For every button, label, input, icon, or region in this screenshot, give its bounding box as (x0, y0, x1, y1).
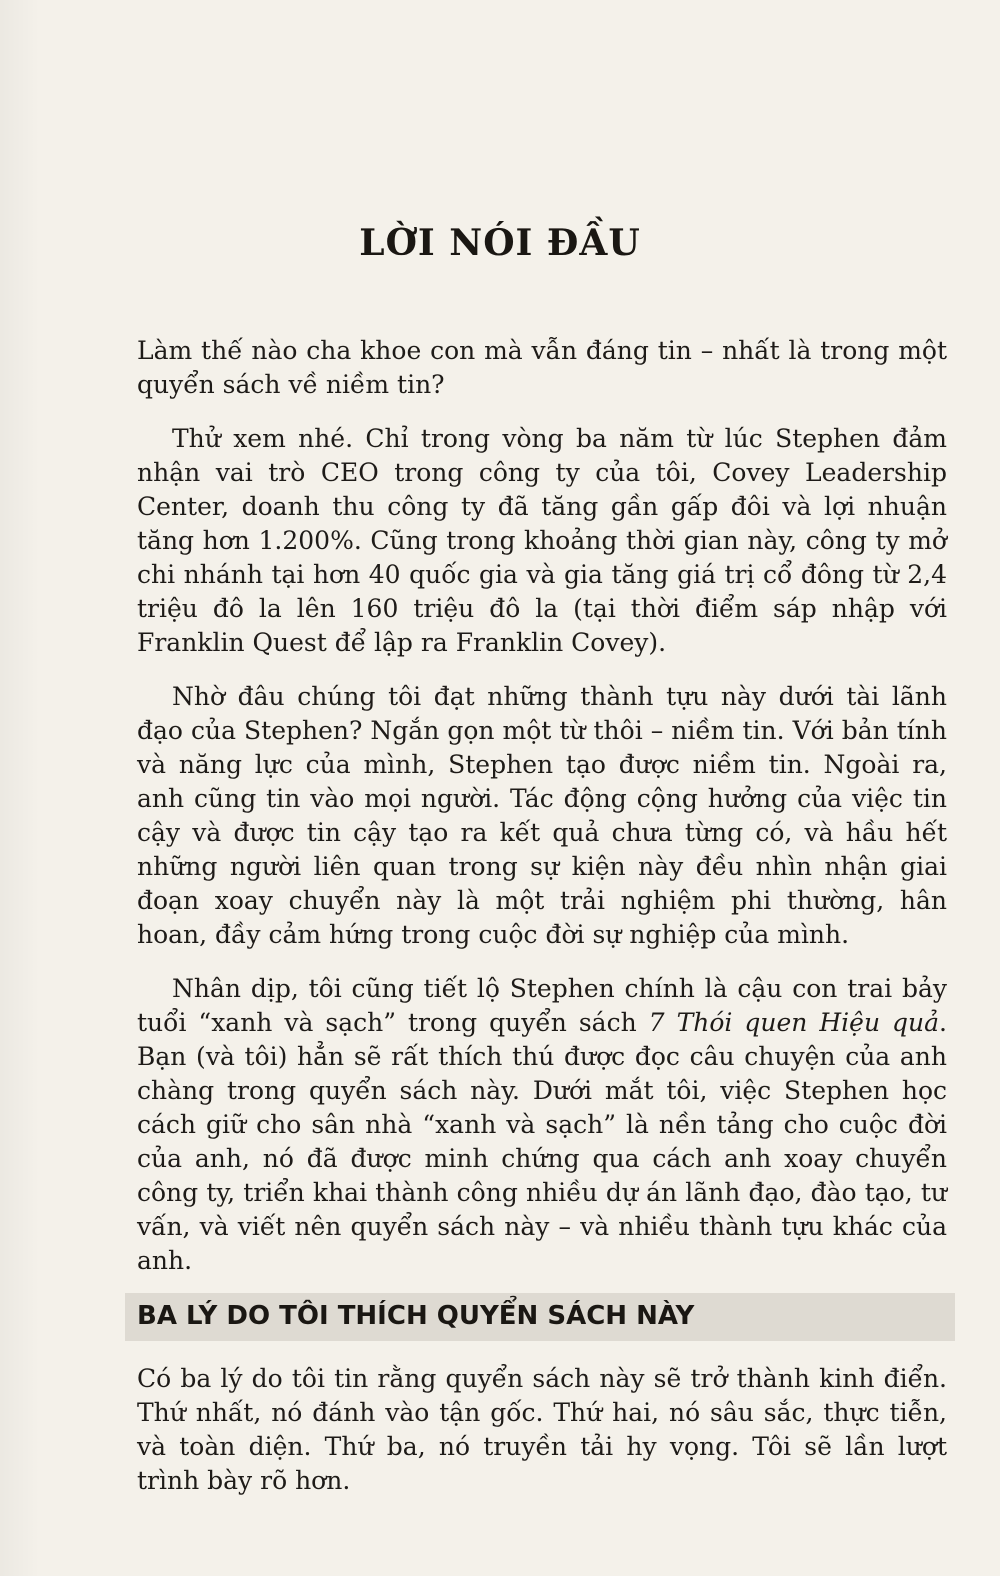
paragraph-3: Nhờ đâu chúng tôi đạt những thành tựu này dưới tài lãnh đạo của Stephen? Ngắn gọn một từ thôi – niềm tin. Với bản tính và năng lực của mình, Stephen tạo được niềm tin. Ngoài ra, anh cũng tin vào mọi người. Tác động cộng hưởng của việc tin cậy và được tin cậy tạo ra kết quả chưa từng có, và hầu hết những người liên quan trong sự kiện này đều nhìn nhận giai đoạn xoay chuyển này là một trải nghiệm phi thường, hân hoan, đầy cảm hứng trong cuộc đời sự nghiệp của mình. (137, 682, 947, 949)
section-heading: BA LÝ DO TÔI THÍCH QUYỂN SÁCH NÀY (137, 1301, 695, 1331)
page-title: LỜI NÓI ĐẦU (359, 222, 641, 264)
paragraph-4-text-before: Nhân dịp, tôi cũng tiết lộ Stephen chính là cậu con trai bảy tuổi “xanh và sạch” trong quyển sách (137, 974, 947, 1037)
section-paragraph: Có ba lý do tôi tin rằng quyển sách này sẽ trở thành kinh điển. Thứ nhất, nó đánh vào tận gốc. Thứ hai, nó sâu sắc, thực tiễn, và toàn diện. Thứ ba, nó truyền tải hy vọng. Tôi sẽ lần lượt trình bày rõ hơn. (137, 1364, 947, 1495)
paragraph-4-text-after: . Bạn (và tôi) hẳn sẽ rất thích thú được đọc câu chuyện của anh chàng trong quyển sách này. Dưới mắt tôi, việc Stephen học cách giữ cho sân nhà “xanh và sạch” là nền tảng cho cuộc đời của anh, nó đã được minh chứng qua cách anh xoay chuyển công ty, triển khai thành công nhiều dự án lãnh đạo, đào tạo, tư vấn, và viết nên quyển sách này – và nhiều thành tựu khác của anh. (137, 1008, 947, 1275)
body-text (137, 334, 947, 1278)
section-body (137, 1362, 947, 1498)
paragraph-2: Thử xem nhé. Chỉ trong vòng ba năm từ lúc Stephen đảm nhận vai trò CEO trong công ty của tôi, Covey Leadership Center, doanh thu công ty đã tăng gần gấp đôi và lợi nhuận tăng hơn 1.200%. Cũng trong khoảng thời gian này, công ty mở chi nhánh tại hơn 40 quốc gia và gia tăng giá trị cổ đông từ 2,4 triệu đô la lên 160 triệu đô la (tại thời điểm sáp nhập với Franklin Quest để lập ra Franklin Covey). (137, 424, 947, 657)
book-title-italic: 7 Thói quen Hiệu quả (648, 1008, 940, 1037)
paragraph-1: Làm thế nào cha khoe con mà vẫn đáng tin – nhất là trong một quyển sách về niềm tin? (137, 336, 947, 399)
paragraph-4 (137, 972, 947, 1278)
